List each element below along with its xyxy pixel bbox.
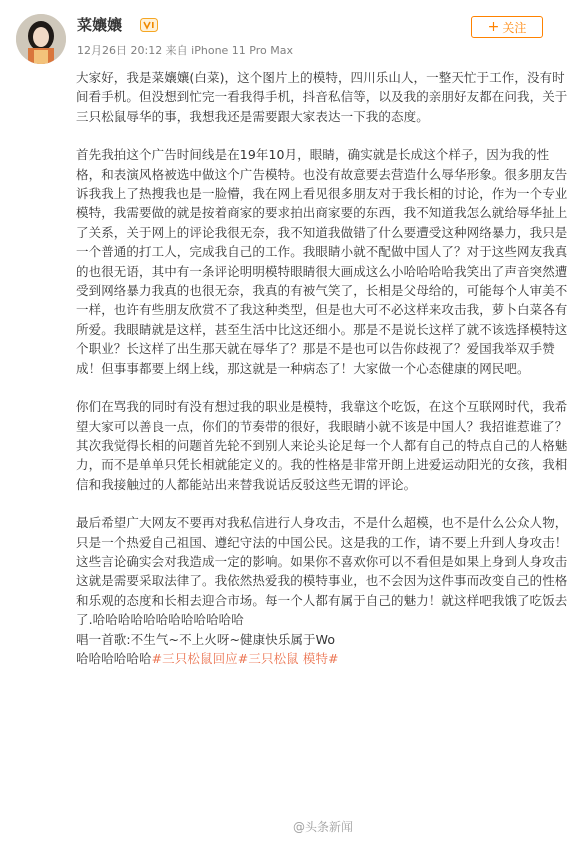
- hashtag-link[interactable]: #三只松鼠回应: [151, 650, 238, 666]
- user-avatar[interactable]: [16, 14, 66, 64]
- plus-icon: +: [487, 19, 500, 35]
- follow-button[interactable]: [471, 16, 543, 38]
- post-tags-line: [76, 649, 570, 668]
- follow-label: 关注: [502, 20, 527, 35]
- avatar-image: [16, 14, 66, 64]
- post-paragraph: 其次我觉得长相的问题首先轮不到别人来论头论足每一个人都有自己的特点自己的人格魅力，而不是单单只凭长相就能定义的。我的性格是非常开朗上进爱运动阳光的女孩，我相信和我接触过的人都能站出来替我说话反驳这些无谓的评论。: [76, 437, 568, 492]
- post-paragraph: 最后希望广大网友不要再对我私信进行人身攻击，不是什么超模，也不是什么公众人物，只是一个热爱自己祖国、遵纪守法的中国公民。这是我的工作，请不要上升到人身攻击！这些言论确实会对我造成一定的影响。如果你不喜欢你可以不看但是如果上身到人身攻击这就是需要采取法律了。我依然热爱我的模特事业，也不会因为这件事而改变自己的性格和乐观的态度和长相去迎合市场。每一个人都有属于自己的魅力！就这样吧我饿了吃饭去了.哈哈哈哈哈哈哈哈哈哈哈哈: [76, 515, 568, 628]
- tags-prefix: 哈哈哈哈哈哈: [76, 650, 152, 666]
- post-paragraph: 唱一首歌:不生气~不上火呀~健康快乐属于Wo: [76, 631, 336, 647]
- vip-badge-icon: [140, 18, 158, 32]
- hashtag-link[interactable]: #三只松鼠 模特#: [237, 650, 339, 666]
- post-paragraph: 大家好，我是菜孃孃(白菜)，这个图片上的模特，四川乐山人，一整天忙于工作，没有时间看手机。但没想到忙完一看我得手机，抖音私信等，以及我的亲朋好友都在问我，关于三只松鼠辱华的事，我想我还是需要跟大家表达一下我的态度。: [76, 70, 568, 124]
- user-name[interactable]: 菜孃孃: [77, 16, 123, 34]
- watermark: @头条新闻: [293, 820, 354, 834]
- post-body: [76, 68, 570, 668]
- post-paragraph: 你们在骂我的同时有没有想过我的职业是模特，我靠这个吃饭，在这个互联网时代，我希望大家可以善良一点，你们的节奏带的很好，我眼睛小就不该是中国人？我招谁惹谁了？: [76, 399, 568, 434]
- post-paragraph: 首先我拍这个广告时间线是在19年10月，眼睛，确实就是长成这个样子，因为我的性格，和表演风格被选中做这个广告模特。也没有故意要去营造什么辱华形象。很多朋友告诉我我上了热搜我也是一脸懵，我在网上看见很多朋友对于我长相的讨论，作为一个专业模特，我需要做的就是按着商家的要求拍出商家要的东西，我不知道我怎么就给辱华扯上了关系，关于网上的评论我很无奈，我不知道我做错了什么要遭受这种网络暴力，我只是一个普通的打工人，完成我自己的工作。我眼睛小就不配做中国人了？对于这些网友我真的也很无语，其中有一条评论明明模特眼睛很大画成这么小哈哈哈哈我笑出了声音突然遭受到网络暴力我真的也很无奈，我真的有被气笑了，长相是父母给的，可能每个人审美不一样，也许有些朋友欣赏不了我这种类型，但是也大可不必这样来攻击我，萝卜白菜各有所爱。我眼睛就是这样，甚至生活中比这还细小。那是不是说长这样了就不该选择模特这个职业？长这样了出生那天就在辱华了？那是不是也可以告你歧视了？爱国我举双手赞成！但事事都要上纲上线，那这就是一种病态了！大家做一个心态健康的网民吧。: [76, 147, 568, 376]
- post-meta: 12月26日 20:12 来自 iPhone 11 Pro Max: [77, 44, 293, 57]
